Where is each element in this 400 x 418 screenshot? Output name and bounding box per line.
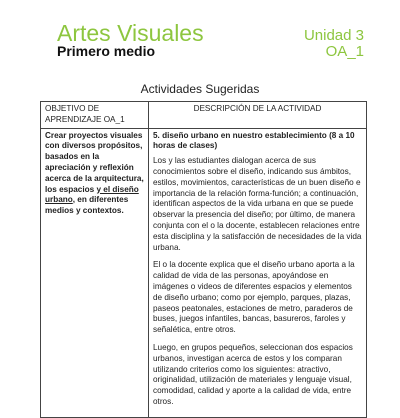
document-title: Artes Visuales <box>57 20 204 46</box>
document-subtitle: Primero medio <box>57 43 156 59</box>
objective-cell <box>41 128 149 417</box>
table-header-row <box>41 102 367 129</box>
activity-title: 5. diseño urbano en nuestro establecimiento (8 a 10 horas de clases) <box>153 130 355 151</box>
activity-paragraph-3: Luego, en grupos pequeños, seleccionan dos espacios urbanos, investigan acerca de estos y los comparan utilizando criterios como los siguientes: atractivo, originalidad, utilización de materiales y lenguaje visual, comodidad, calidad y aporte a la calidad de vida, entre otros. <box>153 342 353 406</box>
table-row <box>41 128 367 417</box>
objective-code: OA_1 <box>325 43 364 60</box>
column-header-description: DESCRIPCIÓN DE LA ACTIVIDAD <box>149 102 367 129</box>
unit-label: Unidad 3 <box>303 27 364 44</box>
activity-table <box>40 101 367 418</box>
objective-text-part3: , en diferentes medios y contextos. <box>45 195 129 216</box>
objective-text-underlined: y el diseño urbano <box>45 184 139 205</box>
description-cell <box>149 128 367 417</box>
column-header-objective: OBJETIVO DE APRENDIZAJE OA_1 <box>41 102 149 129</box>
activity-paragraph-2: El o la docente explica que el diseño urbano aporta a la calidad de vida de las personas, apoyándose en imágenes o videos de diferentes espacios y elementos de diseño urbano; como por ejemplo, parques, plazas, paseos peatonales, estaciones de metro, paraderos de buses, juegos infantiles, bancas, basureros, faroles y señalética, entre otros. <box>153 260 355 335</box>
activity-paragraph-1: Los y las estudiantes dialogan acerca de sus conocimientos sobre el diseño, indicando sus ámbitos, estilos, movimientos, características de un buen diseño e importancia de la relación forma-función; a continuación, identifican aspectos de la vida urbana en que se puede observar la presencia del diseño; por último, de manera conjunta con el o la docente, establecen relaciones entre esta disciplina y la satisfacción de necesidades de la vida urbana. <box>153 156 362 252</box>
objective-text-part1: Crear proyectos visuales con diversos propósitos, basados en la apreciación y reflexión acerca de la arquitectura, los espacios <box>45 130 144 194</box>
section-title: Actividades Sugeridas <box>140 82 260 96</box>
